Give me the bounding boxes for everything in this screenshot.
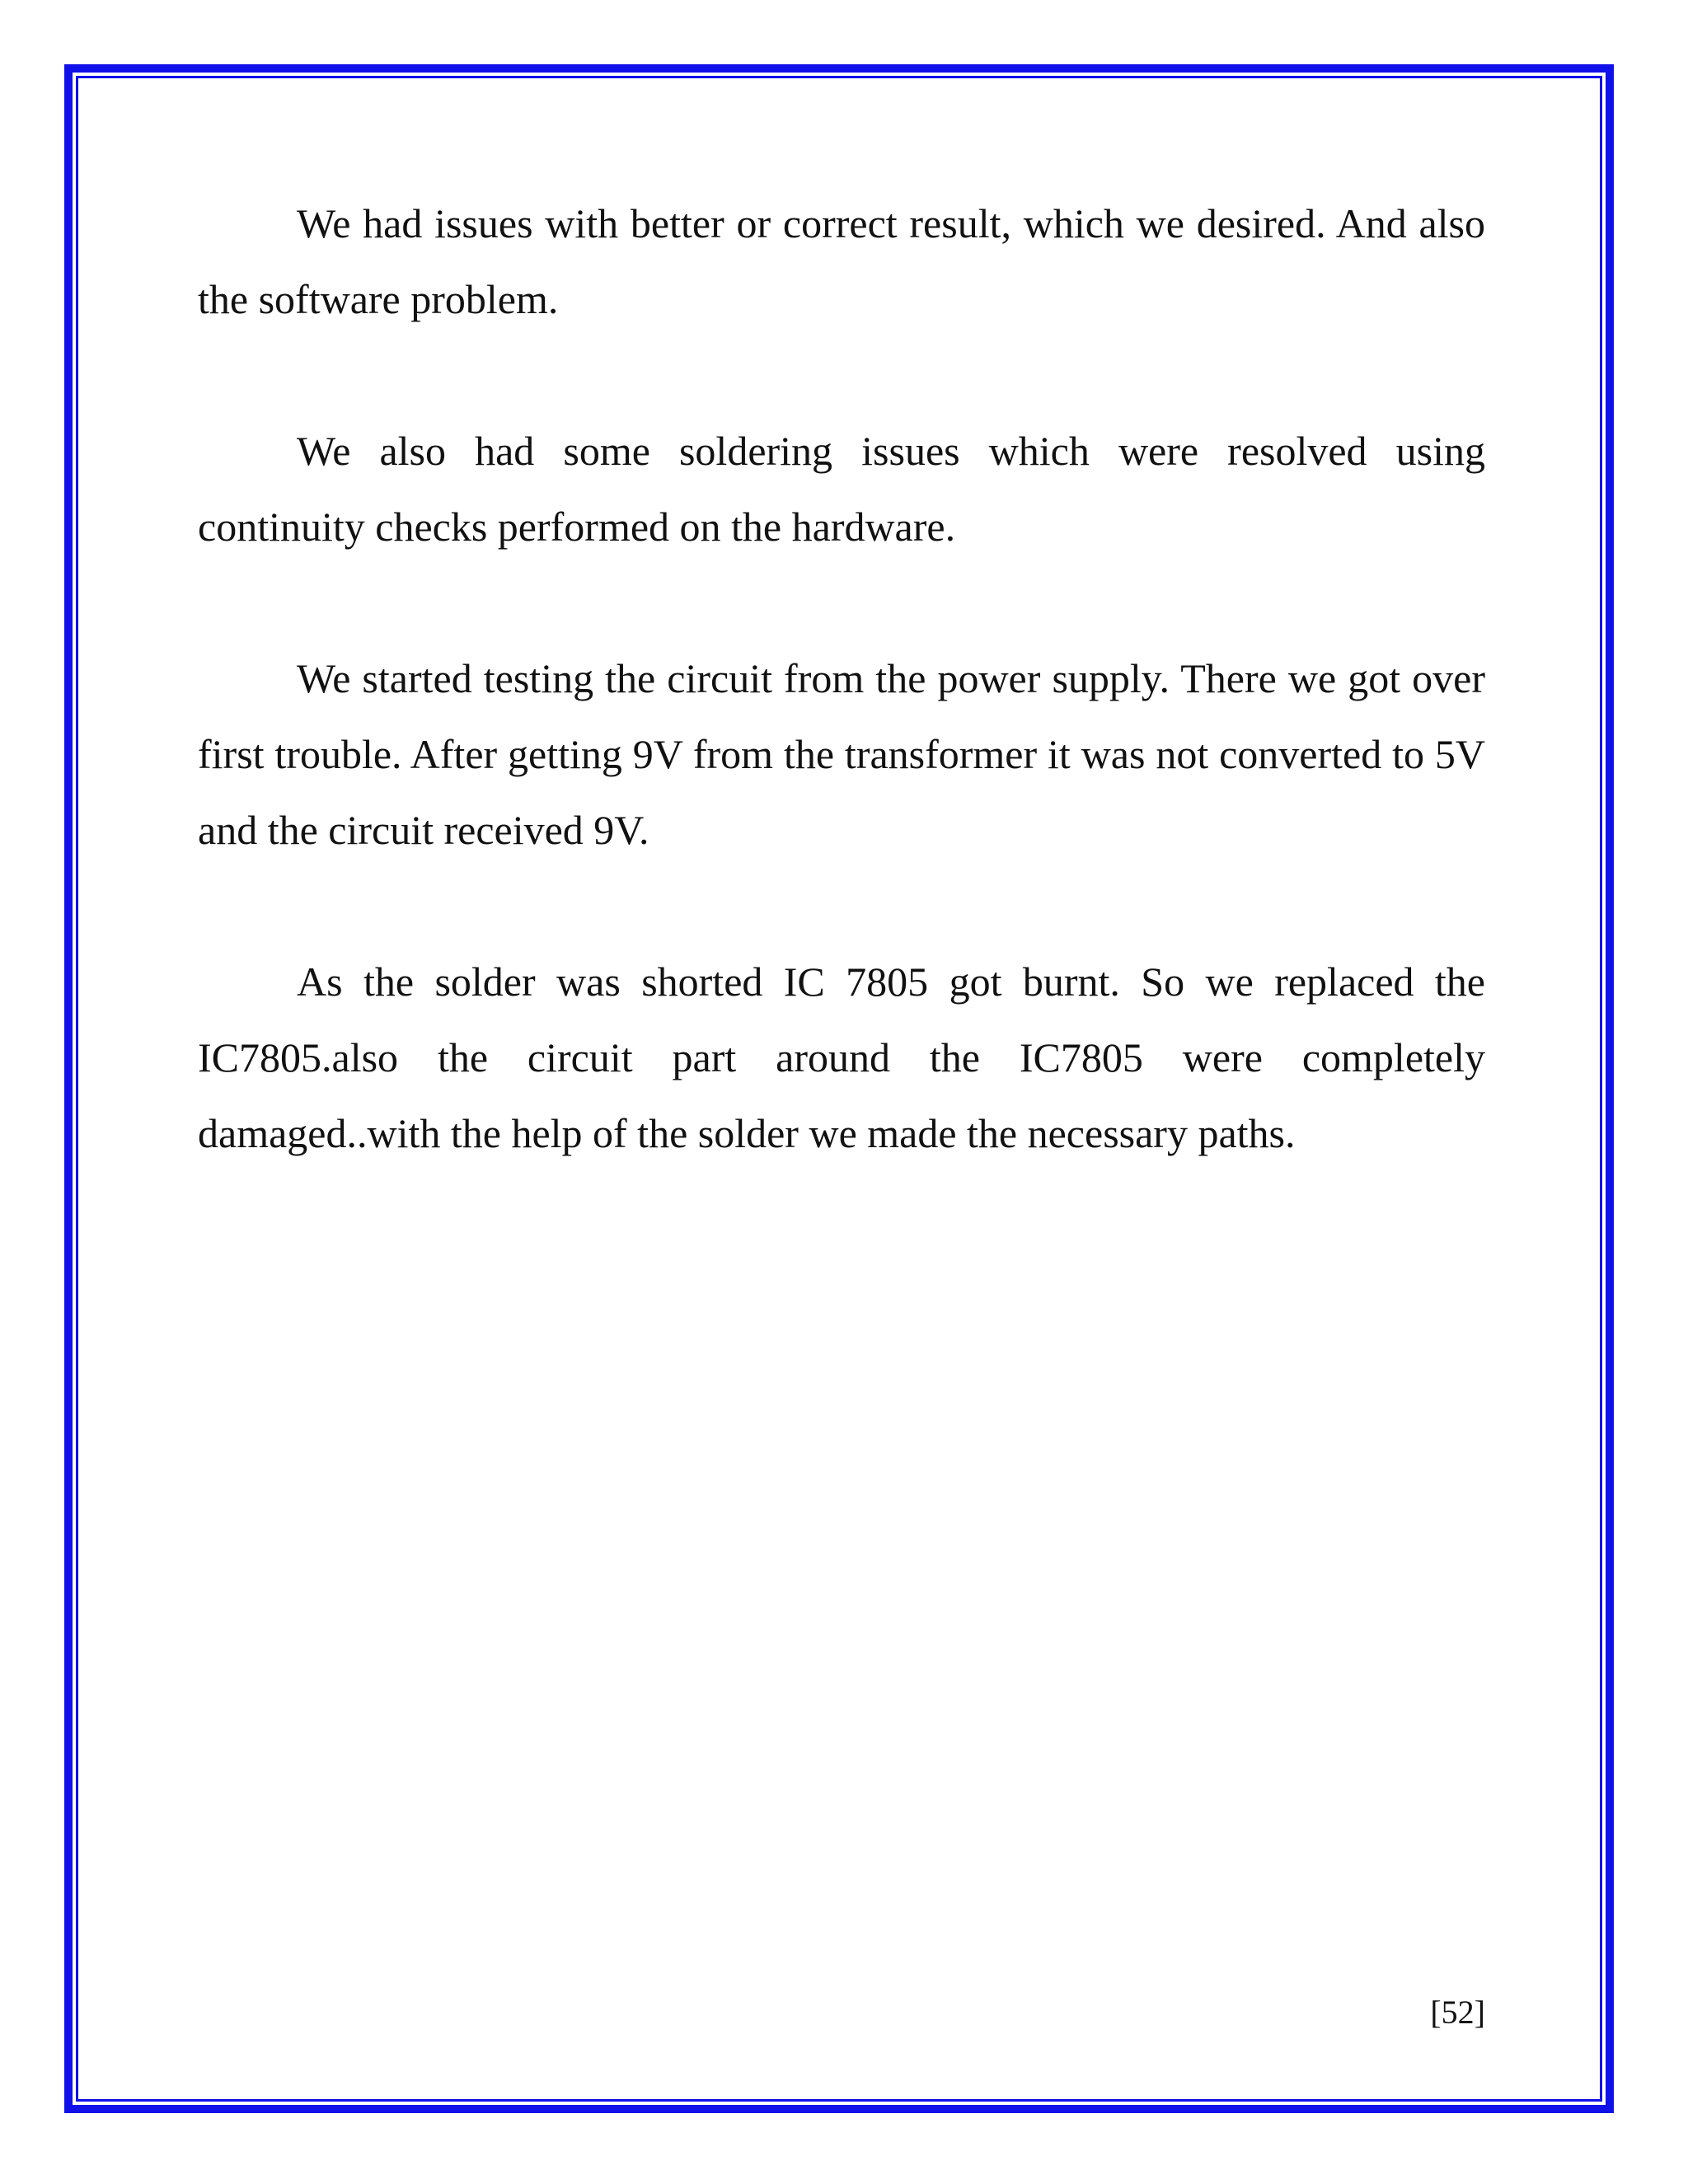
paragraph-soldering-issues: We also had some soldering issues which were resolved using continuity checks performed on the hardware.: [198, 428, 1485, 550]
page-body: [198, 185, 1485, 1247]
page-number: [52]: [1430, 1994, 1485, 2031]
paragraph-ic7805-burnt: As the solder was shorted IC 7805 got burnt. So we replaced the IC7805.also the circuit part around the IC7805 were completely damaged..with the help of the solder we made the necessary paths.: [198, 958, 1485, 1156]
paragraph-power-supply-testing: We started testing the circuit from the power supply. There we got over first trouble. After getting 9V from the transformer it was not converted to 5V and the circuit received 9V.: [198, 655, 1485, 853]
paragraph-software-issues: We had issues with better or correct result, which we desired. And also the software problem.: [198, 200, 1485, 322]
